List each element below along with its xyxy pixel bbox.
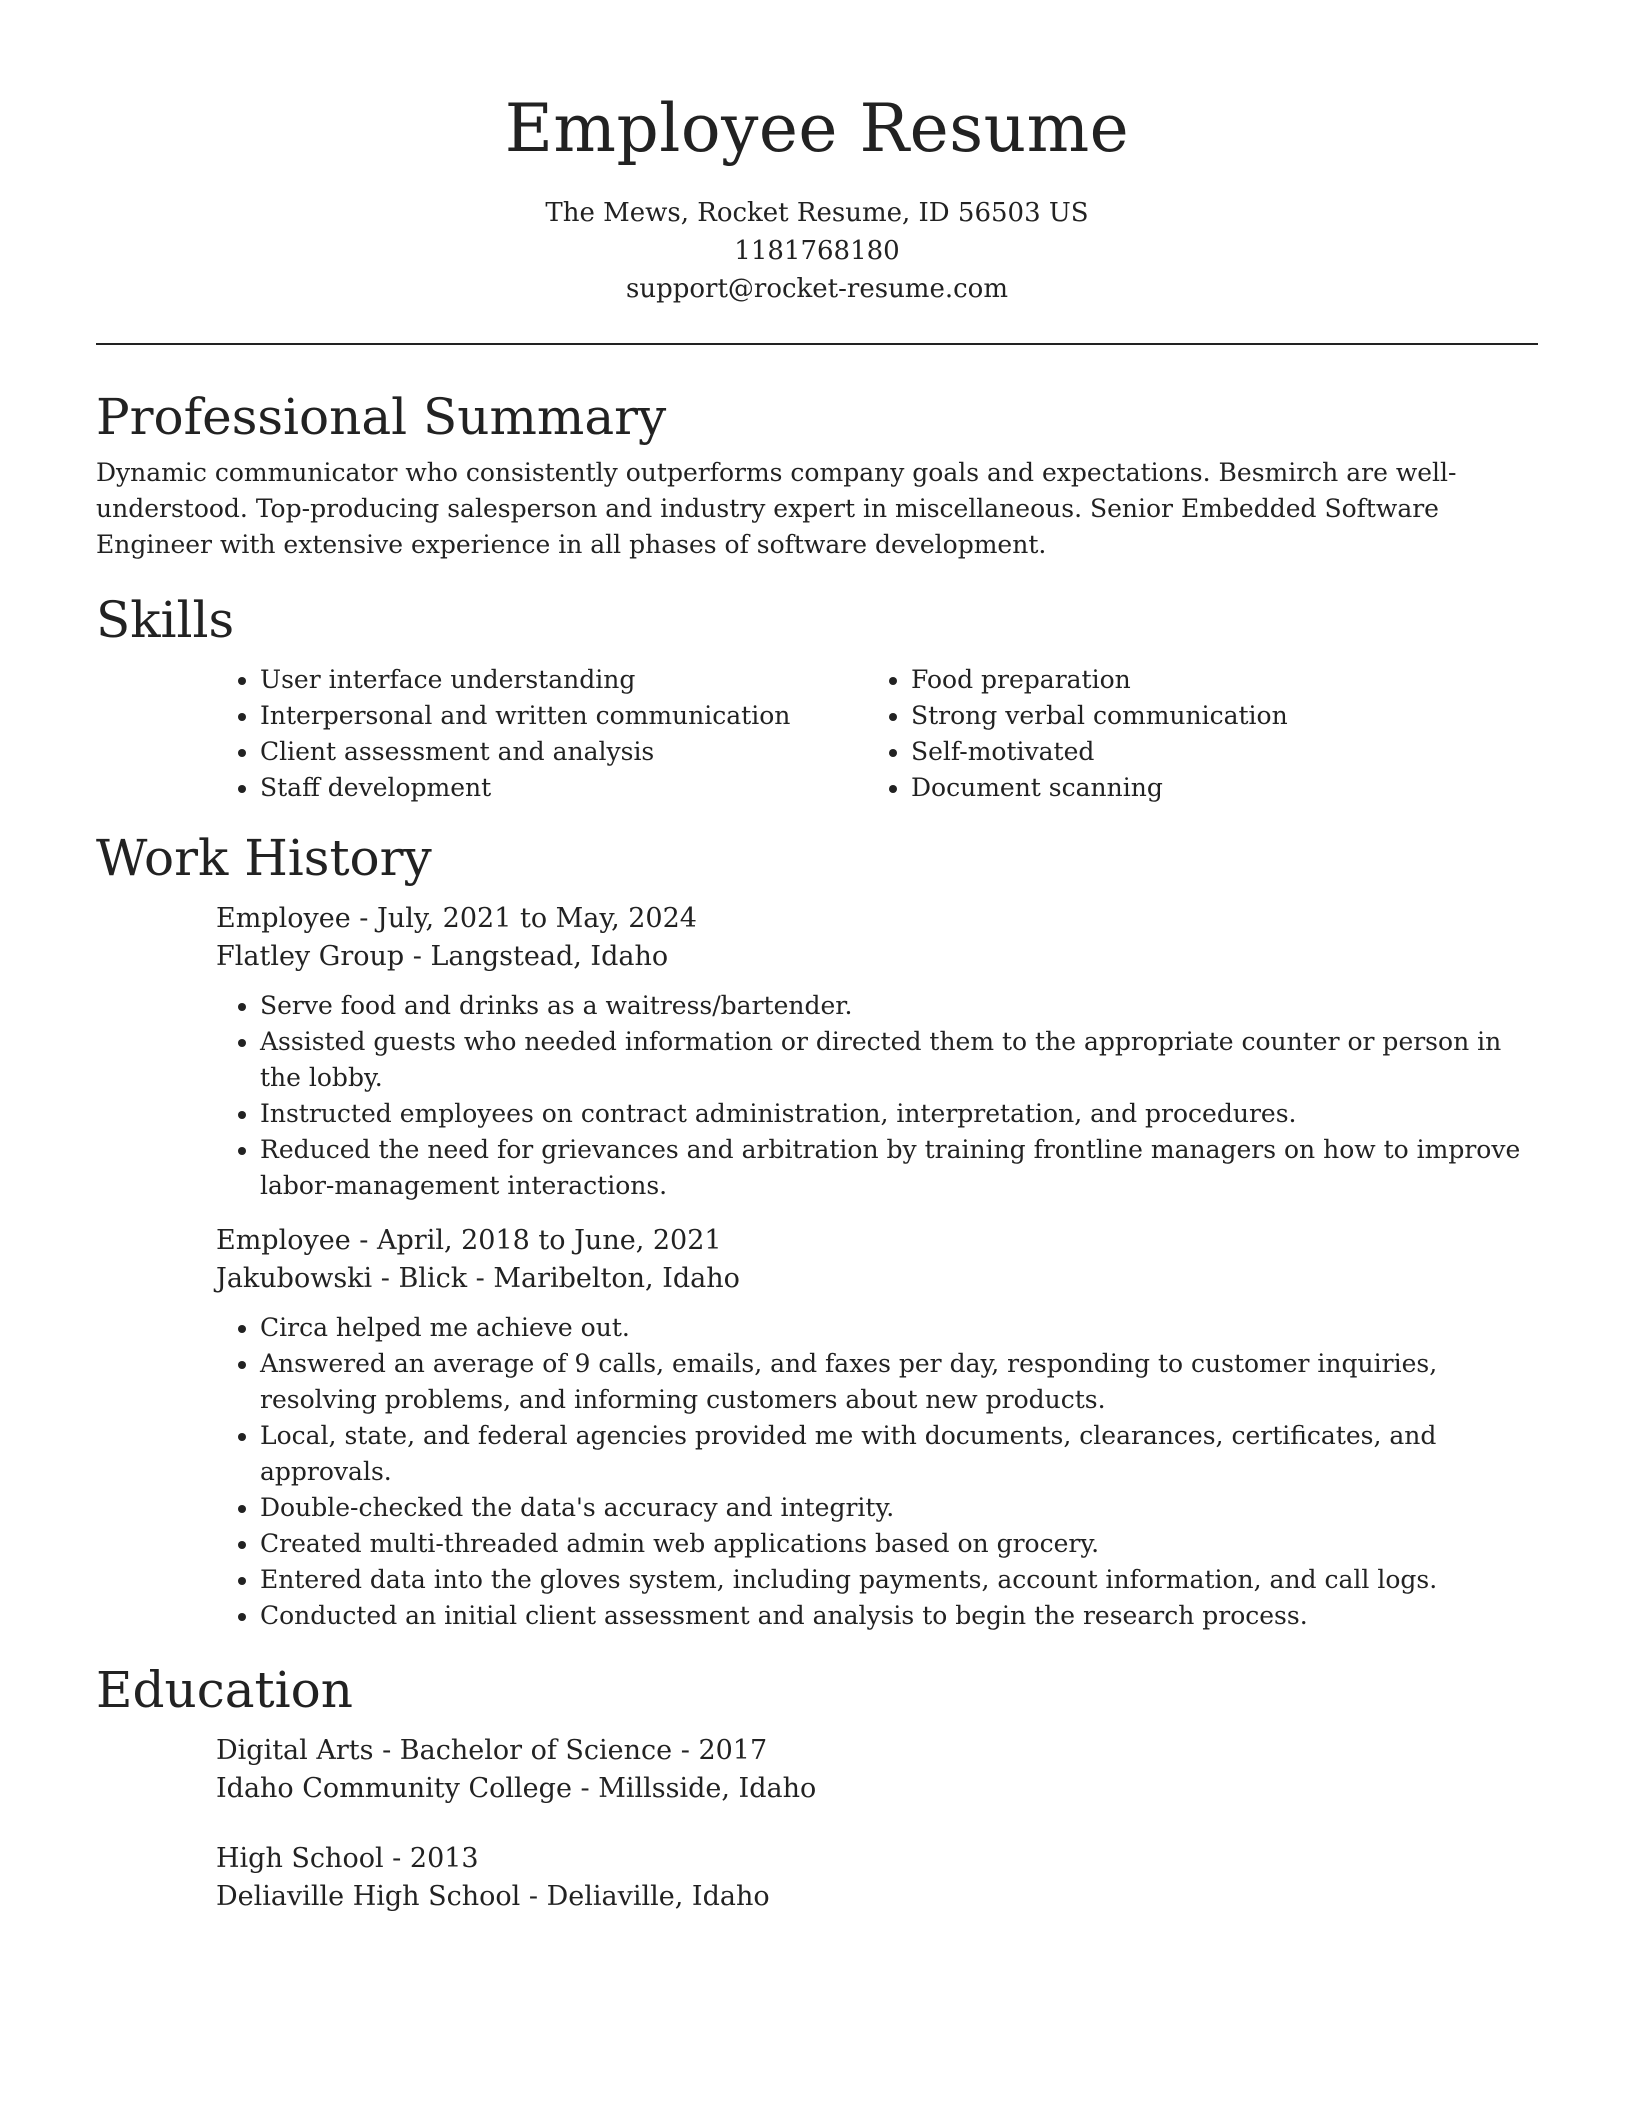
job-bullet: • Conducted an initial client assessment and analysis to begin the research process. <box>260 1598 1538 1634</box>
skill-item: • Food preparation <box>911 662 1518 698</box>
skill-item: • Self-motivated <box>911 734 1518 770</box>
contact-phone: 1181768180 <box>734 236 900 266</box>
job-company: Jakubowski - Blick <box>216 1263 468 1294</box>
summary-heading: Professional Summary <box>96 388 667 446</box>
education-heading: Education <box>96 1661 353 1719</box>
job-entry <box>216 1222 1538 1634</box>
job-entry <box>216 900 1538 1204</box>
skill-item: • Document scanning <box>911 770 1518 806</box>
job-bullet: • Reduced the need for grievances and arbitration by training frontline managers on how to improve labor-management interactions. <box>260 1132 1538 1204</box>
header-divider <box>96 343 1538 345</box>
job-location: Maribelton, Idaho <box>493 1263 740 1294</box>
job-bullet: • Local, state, and federal agencies provided me with documents, clearances, certificates, and approvals. <box>260 1418 1538 1490</box>
skill-item: • User interface understanding <box>260 662 867 698</box>
contact-email: support@rocket-resume.com <box>625 274 1008 304</box>
skill-item: • Strong verbal communication <box>911 698 1518 734</box>
education-section <box>96 1658 1538 1916</box>
skills-column-right <box>867 662 1518 806</box>
job-location: Langstead, Idaho <box>430 941 669 972</box>
education-field: High School <box>216 1843 384 1874</box>
job-title-line <box>216 900 1538 938</box>
separator: - <box>350 903 377 934</box>
summary-section <box>96 385 1538 563</box>
job-dates: July, 2021 to May, 2024 <box>377 903 697 934</box>
education-location: Millsside, Idaho <box>598 1773 817 1804</box>
job-role: Employee <box>216 903 351 934</box>
job-bullet: • Created multi-threaded admin web applications based on grocery. <box>260 1526 1538 1562</box>
job-role: Employee <box>216 1225 351 1256</box>
job-title-line <box>216 1222 1538 1260</box>
separator: - <box>383 1843 410 1874</box>
education-field: Digital Arts <box>216 1735 374 1766</box>
education-degree: Bachelor of Science <box>399 1735 673 1766</box>
work-history-section <box>96 826 1538 1634</box>
resume-header <box>96 0 1538 308</box>
education-year: 2017 <box>698 1735 768 1766</box>
job-bullet: • Instructed employees on contract administration, interpretation, and procedures. <box>260 1096 1538 1132</box>
job-company-line <box>216 1260 1538 1298</box>
job-dates: April, 2018 to June, 2021 <box>377 1225 722 1256</box>
job-bullets <box>216 988 1538 1204</box>
education-school: Idaho Community College <box>216 1773 572 1804</box>
education-degree-line <box>216 1732 1538 1770</box>
education-year: 2013 <box>409 1843 479 1874</box>
job-bullet: • Double-checked the data's accuracy and integrity. <box>260 1490 1538 1526</box>
summary-text: Dynamic communicator who consistently outperforms company goals and expectations. Besmirch are well-understood. Top-producing salesperson and industry expert in miscellaneous. Senior Embedded Software Engineer with extensive experience in all phases of software development. <box>96 458 1457 559</box>
job-company: Flatley Group <box>216 941 405 972</box>
work-history-heading: Work History <box>96 829 432 887</box>
skills-list <box>216 662 1538 806</box>
education-school-line <box>216 1770 1538 1808</box>
job-bullet: • Assisted guests who needed information or directed them to the appropriate counter or person in the lobby. <box>260 1024 1538 1096</box>
education-location: Deliaville, Idaho <box>546 1881 770 1912</box>
separator: - <box>467 1263 494 1294</box>
separator: - <box>350 1225 377 1256</box>
job-bullet: • Answered an average of 9 calls, emails, and faxes per day, responding to customer inquiries, resolving problems, and informing customers about new products. <box>260 1346 1538 1418</box>
job-bullet: • Serve food and drinks as a waitress/bartender. <box>260 988 1538 1024</box>
education-entry <box>216 1732 1538 1808</box>
resume-name: Employee Resume <box>504 90 1130 167</box>
education-school: Deliaville High School <box>216 1881 521 1912</box>
education-entry <box>216 1840 1538 1916</box>
contact-block <box>96 194 1538 308</box>
education-school-line <box>216 1878 1538 1916</box>
separator: - <box>571 1773 599 1804</box>
separator: - <box>520 1881 547 1912</box>
resume-page <box>96 0 1538 1916</box>
job-company-line <box>216 938 1538 976</box>
separator: - <box>373 1735 400 1766</box>
contact-address: The Mews, Rocket Resume, ID 56503 US <box>545 198 1089 228</box>
skills-heading: Skills <box>96 591 235 649</box>
separator: - <box>404 941 431 972</box>
skill-item: • Client assessment and analysis <box>260 734 867 770</box>
job-bullet: • Circa helped me achieve out. <box>260 1310 1538 1346</box>
skill-item: • Staff development <box>260 770 867 806</box>
skill-item: • Interpersonal and written communication <box>260 698 867 734</box>
skills-section <box>96 588 1538 806</box>
job-bullet: • Entered data into the gloves system, including payments, account information, and call logs. <box>260 1562 1538 1598</box>
education-degree-line <box>216 1840 1538 1878</box>
skills-column-left <box>216 662 867 806</box>
job-bullets <box>216 1310 1538 1634</box>
separator: - <box>672 1735 699 1766</box>
